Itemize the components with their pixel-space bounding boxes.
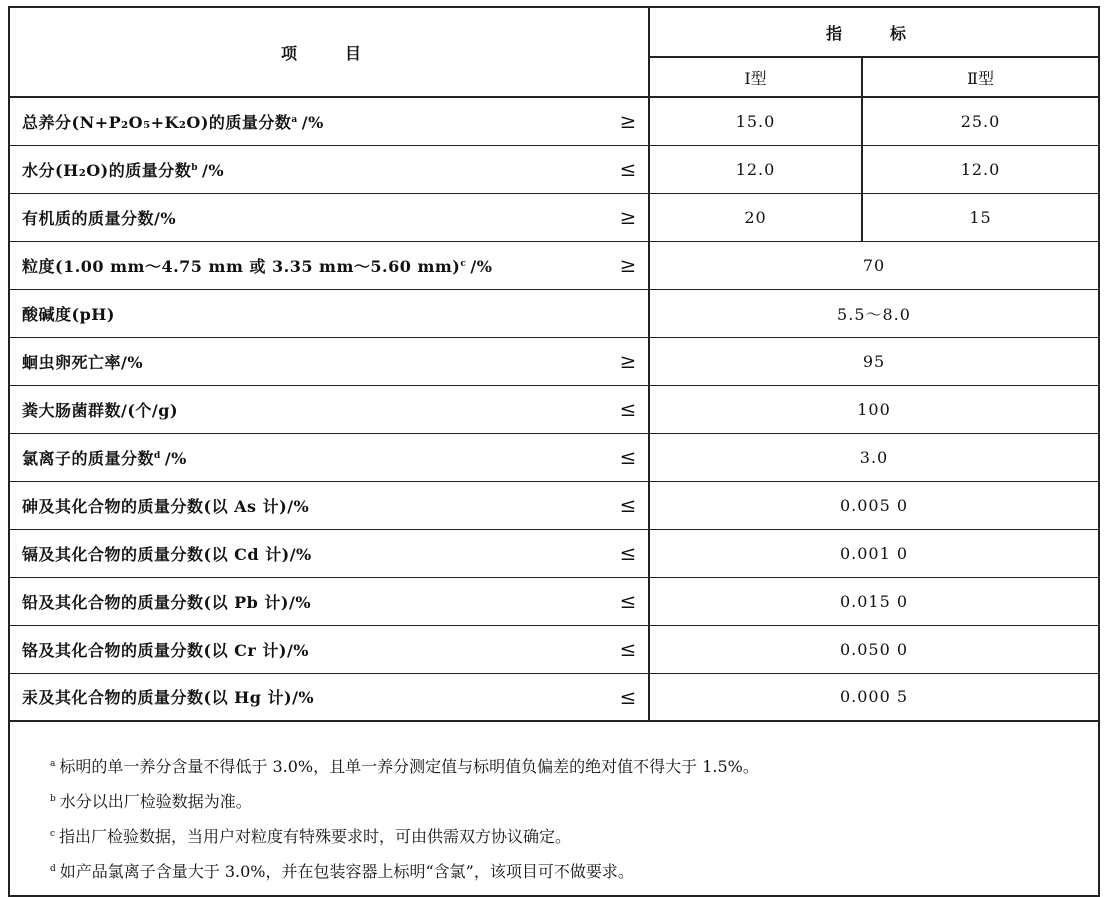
value-cell: 0.005 0 bbox=[649, 481, 1099, 529]
footnote-mark: a bbox=[291, 114, 298, 125]
item-unit: /% bbox=[470, 256, 493, 276]
item-cell-inner bbox=[10, 253, 648, 277]
table-row bbox=[9, 241, 1099, 289]
item-label bbox=[22, 542, 312, 565]
item-label bbox=[22, 158, 224, 181]
item-label bbox=[22, 350, 143, 373]
header-type2: Ⅱ型 bbox=[967, 68, 994, 88]
footnote-text: 水分以出厂检验数据为准。 bbox=[59, 792, 252, 811]
footnote-text: 标明的单一养分含量不得低于 3.0%，且单一养分测定值与标明值负偏差的绝对值不得大于 1.5%。 bbox=[59, 757, 759, 776]
value-type1: 15.0 bbox=[649, 97, 862, 145]
value-type2: 12.0 bbox=[862, 145, 1099, 193]
value-cell: 100 bbox=[649, 385, 1099, 433]
item-label bbox=[22, 685, 314, 708]
item-label-text: 铬及其化合物的质量分数(以 Cr 计)/% bbox=[22, 640, 309, 660]
item-cell-inner bbox=[10, 685, 648, 709]
value-type1: 20 bbox=[649, 193, 862, 241]
item-label-text: 水分(H₂O)的质量分数 bbox=[22, 160, 192, 180]
item-label-text: 酸碱度(pH) bbox=[22, 304, 115, 324]
item-cell bbox=[9, 481, 649, 529]
item-cell bbox=[9, 625, 649, 673]
item-label bbox=[22, 638, 309, 661]
item-cell-inner bbox=[10, 637, 648, 661]
item-label-text: 粪大肠菌群数/(个/g) bbox=[22, 400, 179, 420]
item-cell-inner bbox=[10, 541, 648, 565]
item-label bbox=[22, 110, 324, 133]
comparison-sign: ≤ bbox=[619, 397, 637, 421]
item-label-text: 氯离子的质量分数 bbox=[22, 448, 155, 468]
item-label bbox=[22, 302, 115, 325]
footnote-mark: b bbox=[50, 794, 56, 804]
item-cell-inner bbox=[10, 302, 648, 325]
item-label bbox=[22, 494, 309, 517]
comparison-sign: ≤ bbox=[619, 445, 637, 469]
value-cell: 70 bbox=[649, 241, 1099, 289]
footnote bbox=[50, 824, 1098, 847]
table-row bbox=[9, 433, 1099, 481]
item-cell-inner bbox=[10, 109, 648, 133]
item-label bbox=[22, 206, 176, 229]
item-label bbox=[22, 446, 187, 469]
comparison-sign: ≤ bbox=[619, 541, 637, 565]
item-cell bbox=[9, 385, 649, 433]
comparison-sign: ≤ bbox=[619, 637, 637, 661]
table-row bbox=[9, 673, 1099, 721]
item-cell bbox=[9, 193, 649, 241]
footnotes bbox=[10, 722, 1098, 882]
item-label-text: 粒度(1.00 mm～4.75 mm 或 3.35 mm～5.60 mm) bbox=[22, 256, 461, 276]
comparison-sign: ≤ bbox=[619, 157, 637, 181]
table-row bbox=[9, 337, 1099, 385]
item-cell bbox=[9, 145, 649, 193]
spec-table bbox=[8, 6, 1100, 897]
item-label bbox=[22, 254, 492, 277]
footnote-text: 指出厂检验数据，当用户对粒度有特殊要求时，可由供需双方协议确定。 bbox=[59, 827, 572, 846]
header-type1: Ⅰ型 bbox=[744, 68, 767, 88]
item-cell-inner bbox=[10, 445, 648, 469]
header-indicator-cell bbox=[649, 7, 1099, 57]
footnote-mark: c bbox=[460, 258, 467, 269]
header-item: 项 目 bbox=[280, 43, 377, 63]
footnote-text: 如产品氯离子含量大于 3.0%，并在包装容器上标明“含氯”，该项目可不做要求。 bbox=[59, 862, 634, 881]
value-cell: 0.015 0 bbox=[649, 577, 1099, 625]
item-label bbox=[22, 398, 178, 421]
item-cell-inner bbox=[10, 589, 648, 613]
table-row bbox=[9, 193, 1099, 241]
comparison-sign: ≥ bbox=[619, 109, 637, 134]
item-label-text: 砷及其化合物的质量分数(以 As 计)/% bbox=[22, 496, 310, 516]
header-type2-cell bbox=[862, 57, 1099, 97]
footnote bbox=[50, 789, 1098, 812]
footnote-mark: d bbox=[154, 450, 161, 461]
item-cell bbox=[9, 673, 649, 721]
item-label-text: 有机质的质量分数/% bbox=[22, 208, 177, 228]
value-cell: 95 bbox=[649, 337, 1099, 385]
header-indicator: 指 标 bbox=[826, 23, 923, 43]
comparison-sign: ≥ bbox=[619, 253, 637, 277]
value-type1: 12.0 bbox=[649, 145, 862, 193]
notes-cell bbox=[9, 721, 1099, 896]
table-row bbox=[9, 481, 1099, 529]
item-cell bbox=[9, 433, 649, 481]
item-cell bbox=[9, 97, 649, 145]
table-row bbox=[9, 97, 1099, 145]
comparison-sign: ≥ bbox=[619, 349, 637, 373]
item-cell bbox=[9, 577, 649, 625]
footnote-mark: d bbox=[50, 864, 56, 874]
footnote-mark: a bbox=[50, 759, 56, 769]
value-cell: 0.050 0 bbox=[649, 625, 1099, 673]
item-cell bbox=[9, 289, 649, 337]
item-cell-inner bbox=[10, 349, 648, 373]
item-cell bbox=[9, 337, 649, 385]
item-cell-inner bbox=[10, 397, 648, 421]
item-label bbox=[22, 590, 311, 613]
item-label-text: 蛔虫卵死亡率/% bbox=[22, 352, 144, 372]
value-type2: 15 bbox=[862, 193, 1099, 241]
value-cell: 3.0 bbox=[649, 433, 1099, 481]
comparison-sign: ≤ bbox=[619, 493, 637, 517]
table-row bbox=[9, 529, 1099, 577]
item-cell bbox=[9, 241, 649, 289]
item-cell-inner bbox=[10, 493, 648, 517]
item-unit: /% bbox=[202, 160, 225, 180]
header-item-cell bbox=[9, 7, 649, 97]
value-cell: 0.001 0 bbox=[649, 529, 1099, 577]
item-cell bbox=[9, 529, 649, 577]
header-type1-cell bbox=[649, 57, 862, 97]
comparison-sign: ≥ bbox=[619, 205, 637, 229]
value-type2: 25.0 bbox=[862, 97, 1099, 145]
item-label-text: 铅及其化合物的质量分数(以 Pb 计)/% bbox=[22, 592, 312, 612]
table-row bbox=[9, 577, 1099, 625]
table-row bbox=[9, 289, 1099, 337]
value-cell: 5.5～8.0 bbox=[649, 289, 1099, 337]
comparison-sign: ≤ bbox=[619, 684, 637, 709]
table-row bbox=[9, 385, 1099, 433]
notes-row bbox=[9, 721, 1099, 896]
value-cell: 0.000 5 bbox=[649, 673, 1099, 721]
item-cell-inner bbox=[10, 157, 648, 181]
footnote bbox=[50, 859, 1098, 882]
footnote-mark: b bbox=[191, 162, 199, 173]
table-row bbox=[9, 145, 1099, 193]
footnote-mark: c bbox=[50, 829, 56, 839]
table-row bbox=[9, 625, 1099, 673]
comparison-sign: ≤ bbox=[619, 589, 637, 613]
item-unit: /% bbox=[301, 112, 324, 132]
item-label-text: 汞及其化合物的质量分数(以 Hg 计)/% bbox=[22, 688, 315, 708]
item-cell-inner bbox=[10, 205, 648, 229]
item-label-text: 总养分(N+P₂O₅+K₂O)的质量分数 bbox=[22, 112, 292, 132]
footnote bbox=[50, 754, 1098, 777]
item-unit: /% bbox=[164, 448, 187, 468]
item-label-text: 镉及其化合物的质量分数(以 Cd 计)/% bbox=[22, 544, 312, 564]
